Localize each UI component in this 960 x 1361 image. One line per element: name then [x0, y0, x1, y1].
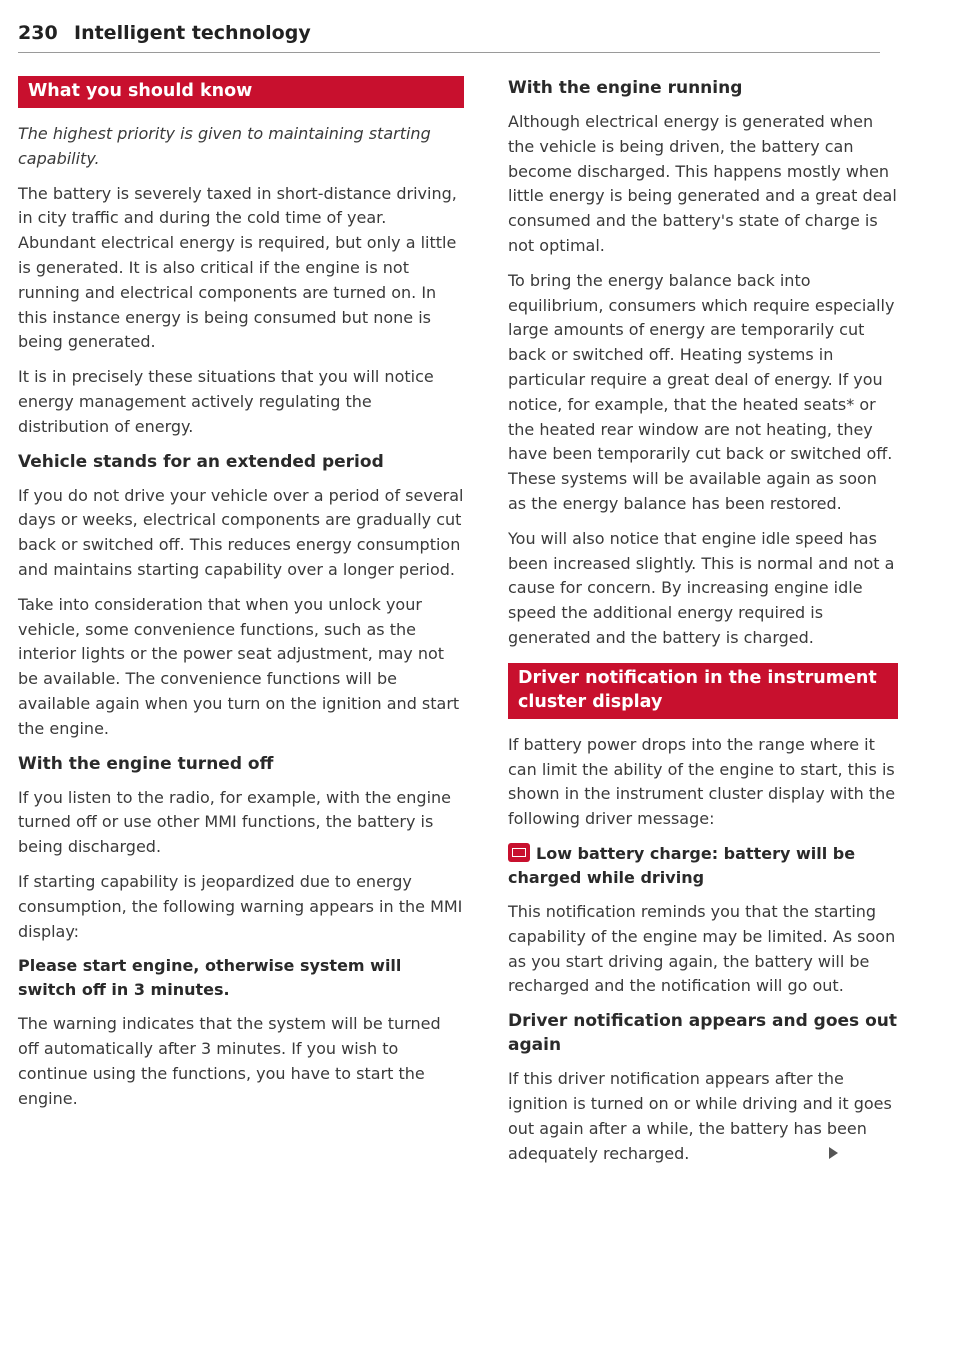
heading-what-you-should-know: What you should know — [18, 76, 464, 108]
page-number: 230 — [18, 22, 58, 44]
paragraph — [508, 1067, 898, 1166]
paragraph: If you do not drive your vehicle over a period of several days or weeks, electrical components are gradually cut back or switched off. This reduces energy consumption and maintains starting capability over a longer period. — [18, 485, 464, 579]
battery-warning-icon — [508, 843, 530, 862]
paragraph: It is in precisely these situations that you will notice energy management actively regulating the distribution of energy. — [18, 367, 434, 436]
right-column — [508, 76, 898, 1176]
paragraph: To bring the energy balance back into equilibrium, consumers which require especially large amounts of energy are temporarily cut back or switched off. Heating systems in particular require a great deal of energy. If you notice, for example, that the heated seats* or the heated rear window are not heating, they have been temporarily cut back or switched off. These systems will be available again as soon as the energy balance has been restored. — [508, 270, 895, 513]
mmi-warning-message: Please start engine, otherwise system will switch off in 3 minutes. — [18, 956, 402, 1000]
subheading-engine-running: With the engine running — [508, 78, 743, 98]
paragraph: Take into consideration that when you unlock your vehicle, some convenience functions, such as the interior lights or the power seat adjustment, may not be available. The convenience functions will be available again when you turn on the ignition and start the engine. — [18, 594, 460, 738]
left-column — [18, 76, 464, 1122]
subheading-extended-period: Vehicle stands for an extended period — [18, 451, 384, 472]
driver-message-text: Low battery charge: battery will be charged while driving — [508, 843, 856, 887]
paragraph-text: If this driver notification appears after the ignition is turned on or while driving and it goes out again after a while, the battery has been adequately recharged. — [508, 1069, 892, 1163]
paragraph: If you listen to the radio, for example, with the engine turned off or use other MMI functions, the battery is being discharged. — [18, 787, 451, 857]
subheading-appears-goes-out: Driver notification appears and goes out again — [508, 1011, 897, 1056]
continue-arrow-icon — [829, 1147, 838, 1159]
heading-driver-notification: Driver notification in the instrument cluster display — [508, 663, 898, 719]
driver-message — [508, 842, 898, 890]
paragraph: Although electrical energy is generated when the vehicle is being driven, the battery can become discharged. This happens mostly when little energy is being generated and a great deal consumed and the battery's state of charge is not optimal. — [508, 112, 897, 255]
section-title: Intelligent technology — [74, 22, 311, 44]
subheading-engine-off: With the engine turned off — [18, 753, 274, 774]
paragraph: The battery is severely taxed in short-distance driving, in city traffic and during the cold time of year. Abundant electrical energy is required, but only a little is generated. It is also critical if the engine is not running and electrical components are turned on. In this instance energy is being consumed but none is being generated. — [18, 183, 457, 352]
paragraph: You will also notice that engine idle speed has been increased slightly. This is normal and not a cause for concern. By increasing engine idle speed the additional energy required is generated and the battery is charged. — [508, 528, 895, 647]
paragraph: If starting capability is jeopardized due to energy consumption, the following warning appears in the MMI display: — [18, 871, 463, 941]
paragraph: If battery power drops into the range where it can limit the ability of the engine to start, this is shown in the instrument cluster display with the following driver message: — [508, 734, 896, 829]
paragraph: This notification reminds you that the starting capability of the engine may be limited. As soon as you start driving again, the battery will be recharged and the notification will go out. — [508, 901, 896, 996]
paragraph: The warning indicates that the system will be turned off automatically after 3 minutes. If you wish to continue using the functions, you have to start the engine. — [18, 1014, 441, 1108]
intro-text: The highest priority is given to maintaining starting capability. — [18, 124, 431, 168]
page-header — [18, 22, 880, 53]
